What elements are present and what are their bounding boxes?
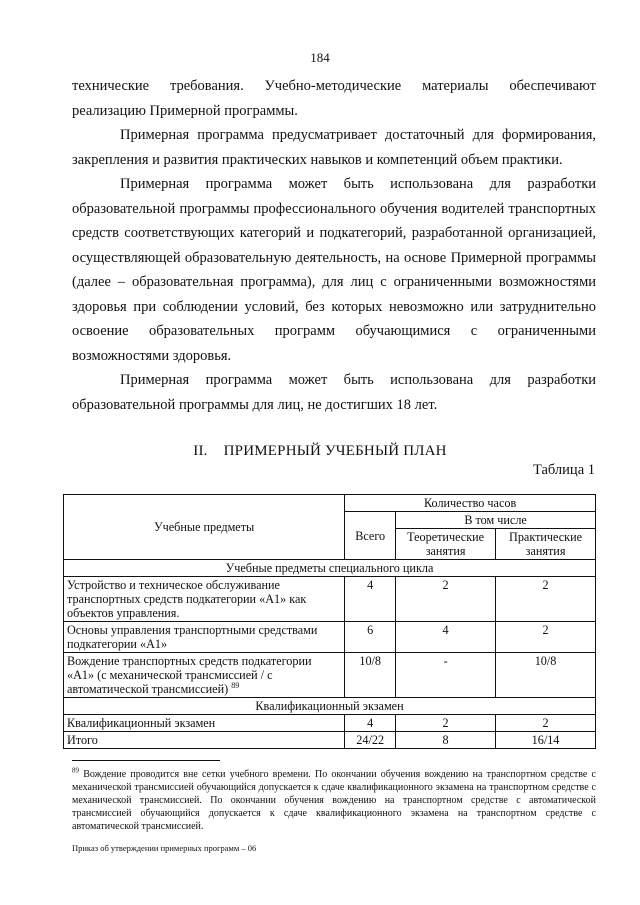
hours-theory: 2 — [396, 577, 496, 622]
footnote — [72, 768, 596, 833]
curriculum-table — [63, 494, 596, 749]
paragraph-1: технические требования. Учебно-методические материалы обеспечивают реализацию Примерной программы. — [72, 78, 596, 119]
group-special-cycle: Учебные предметы специального цикла — [64, 560, 596, 577]
hours-total: 10/8 — [345, 653, 396, 698]
subject-name-text: Вождение транспортных средств подкатегории «А1» (с механической трансмиссией / с автоматической трансмиссией) — [67, 654, 312, 696]
subject-name: Основы управления транспортными средствами подкатегории «А1» — [64, 622, 345, 653]
table-group-row — [64, 698, 596, 715]
hours-total: 6 — [345, 622, 396, 653]
table-total-row — [64, 732, 596, 749]
header-hours: Количество часов — [345, 495, 596, 512]
header-total: Всего — [345, 512, 396, 560]
footnote-ref[interactable]: 89 — [231, 680, 240, 690]
footnote-divider — [72, 760, 220, 761]
hours-practice: 10/8 — [496, 653, 596, 698]
table-row — [64, 715, 596, 732]
table-row — [64, 577, 596, 622]
paragraph-3: Примерная программа может быть использована для разработки образовательной программы профессионального обучения водителей транспортных средств соответствующих категорий и подкатегорий, разработанной организацией, осуществляющей образовательную деятельность, на основе Примерной программы (далее – образовательная программа), для лиц с ограниченными возможностями здоровья при соблюдении условий, без которых невозможно или затруднительно освоение образовательных программ обучающимися с ограниченными возможностями здоровья. — [72, 176, 596, 364]
section-title: ПРИМЕРНЫЙ УЧЕБНЫЙ ПЛАН — [223, 443, 447, 459]
header-theory: Теоретические занятия — [396, 529, 496, 560]
subject-name — [64, 653, 345, 698]
header-subjects: Учебные предметы — [64, 495, 345, 560]
hours-practice: 2 — [496, 715, 596, 732]
hours-practice: 2 — [496, 622, 596, 653]
hours-theory: - — [396, 653, 496, 698]
page-footer: Приказ об утверждении примерных программ – 06 — [72, 843, 257, 853]
header-practice: Практические занятия — [496, 529, 596, 560]
subject-name: Квалификационный экзамен — [64, 715, 345, 732]
table-row — [64, 653, 596, 698]
hours-theory: 2 — [396, 715, 496, 732]
hours-total: 24/22 — [345, 732, 396, 749]
table-row — [64, 622, 596, 653]
footnote-mark: 89 — [72, 766, 79, 775]
table-group-row — [64, 560, 596, 577]
page-number: 184 — [310, 50, 330, 65]
hours-total: 4 — [345, 577, 396, 622]
hours-practice: 16/14 — [496, 732, 596, 749]
header-including: В том числе — [396, 512, 596, 529]
table-header-row — [64, 495, 596, 512]
footnote-text: Вождение проводится вне сетки учебного времени. По окончании обучения вождению на транспортном средстве с механической трансмиссией обучающийся допускается к сдаче квалификационного экзамена на транспортном средстве с механической трансмиссией. По окончании обучения вождению на транспортном средстве с автоматической трансмиссией обучающийся допускается к сдаче квалификационного экзамена на транспортном средстве с автоматической трансмиссией. — [72, 769, 596, 832]
paragraph-4: Примерная программа может быть использована для разработки образовательной программы для лиц, не достигших 18 лет. — [72, 372, 596, 413]
section-heading — [0, 443, 640, 460]
section-number: II. — [193, 443, 208, 459]
table-caption: Таблица 1 — [532, 462, 595, 478]
hours-practice: 2 — [496, 577, 596, 622]
subject-name: Устройство и техническое обслуживание транспортных средств подкатегории «А1» как объектов управления. — [64, 577, 345, 622]
hours-theory: 8 — [396, 732, 496, 749]
hours-theory: 4 — [396, 622, 496, 653]
paragraph-2: Примерная программа предусматривает достаточный для формирования, закрепления и развития практических навыков и компетенций объем практики. — [72, 127, 596, 168]
total-label: Итого — [64, 732, 345, 749]
hours-total: 4 — [345, 715, 396, 732]
group-exam: Квалификационный экзамен — [64, 698, 596, 715]
